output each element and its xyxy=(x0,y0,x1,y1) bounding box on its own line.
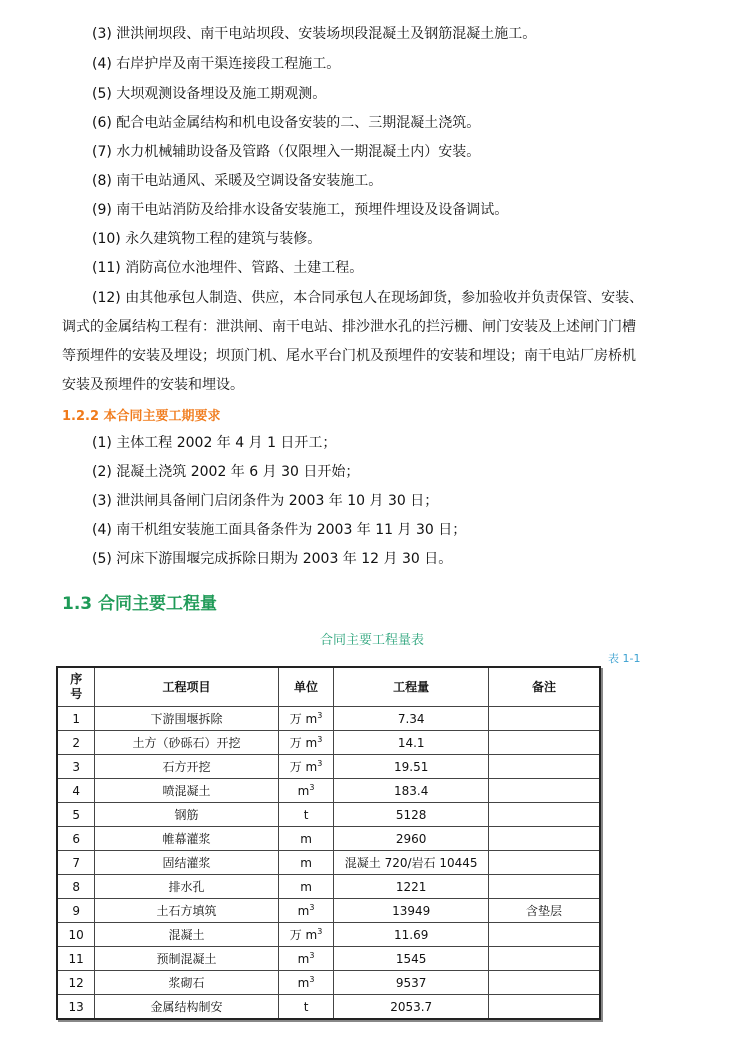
cell-item: 固结灌浆 xyxy=(95,851,278,875)
table-row xyxy=(57,995,600,1020)
table-row xyxy=(57,947,600,971)
cell-unit xyxy=(278,707,334,731)
list-item: (6) 配合电站金属结构和机电设备安装的二、三期混凝土浇筑。 xyxy=(92,115,481,131)
cell-qty: 11.69 xyxy=(334,923,488,947)
cell-unit xyxy=(278,851,334,875)
unit-text: 万 m xyxy=(289,760,318,774)
table-row xyxy=(57,803,600,827)
cell-note xyxy=(488,875,600,899)
table-row xyxy=(57,779,600,803)
schedule-item: (3) 泄洪闸具备闸门启闭条件为 2003 年 10 月 30 日； xyxy=(92,493,439,509)
col-header-no-line2: 号 xyxy=(70,687,83,701)
list-item: (4) 右岸护岸及南干渠连接段工程施工。 xyxy=(92,56,341,72)
table-row xyxy=(57,707,600,731)
col-header-unit: 单位 xyxy=(278,667,334,707)
schedule-item: (1) 主体工程 2002 年 4 月 1 日开工； xyxy=(92,435,337,451)
cell-note xyxy=(488,971,600,995)
cell-qty: 9537 xyxy=(334,971,488,995)
list-item: (9) 南干电站消防及给排水设备安装施工，预埋件埋设及设备调试。 xyxy=(92,202,509,218)
cell-qty: 混凝土 720/岩石 10445 xyxy=(334,851,488,875)
cell-item: 浆砌石 xyxy=(95,971,278,995)
cell-note xyxy=(488,947,600,971)
unit-text: m xyxy=(297,783,310,798)
cell-no: 6 xyxy=(57,827,95,851)
table-row xyxy=(57,899,600,923)
list-item: (7) 水力机械辅助设备及管路（仅限埋入一期混凝土内）安装。 xyxy=(92,144,481,160)
unit-text: 万 m xyxy=(289,928,318,942)
table-caption: 合同主要工程量表 xyxy=(319,633,424,648)
cell-note xyxy=(488,923,600,947)
cell-item: 石方开挖 xyxy=(95,755,278,779)
unit-superscript: 3 xyxy=(309,782,315,792)
cell-no: 9 xyxy=(57,899,95,923)
cell-unit xyxy=(278,875,334,899)
section-heading-1-3: 1.3 合同主要工程量 xyxy=(62,594,218,614)
list-item: (11) 消防高位水池埋件、管路、土建工程。 xyxy=(92,260,364,276)
cell-qty: 5128 xyxy=(334,803,488,827)
unit-text: m xyxy=(300,831,312,846)
unit-text: m xyxy=(297,903,310,918)
cell-qty: 19.51 xyxy=(334,755,488,779)
quantities-table xyxy=(56,666,601,1020)
table-row xyxy=(57,731,600,755)
table-header-row xyxy=(57,667,600,707)
cell-unit xyxy=(278,803,334,827)
cell-note: 含垫层 xyxy=(488,899,600,923)
paragraph-line: (12) 由其他承包人制造、供应，本合同承包人在现场卸货，参加验收并负责保管、安装、 xyxy=(92,290,644,306)
col-header-item: 工程项目 xyxy=(95,667,278,707)
cell-qty: 183.4 xyxy=(334,779,488,803)
unit-text: m xyxy=(297,975,310,990)
unit-superscript: 3 xyxy=(317,759,323,768)
list-item: (5) 大坝观测设备埋设及施工期观测。 xyxy=(92,86,327,102)
unit-text: 万 m xyxy=(289,736,318,750)
col-header-note: 备注 xyxy=(488,667,600,707)
list-item: (10) 永久建筑物工程的建筑与装修。 xyxy=(92,231,322,247)
paragraph-line: 安装及预埋件的安装和埋设。 xyxy=(62,377,244,393)
cell-unit xyxy=(278,947,334,971)
cell-note xyxy=(488,731,600,755)
unit-superscript: 3 xyxy=(309,950,315,960)
cell-item: 混凝土 xyxy=(95,923,278,947)
cell-no: 3 xyxy=(57,755,95,779)
unit-superscript: 3 xyxy=(317,735,323,744)
list-item: (8) 南干电站通风、采暖及空调设备安装施工。 xyxy=(92,173,383,189)
table-row xyxy=(57,851,600,875)
table-row xyxy=(57,971,600,995)
cell-unit xyxy=(278,779,334,803)
cell-note xyxy=(488,707,600,731)
cell-no: 7 xyxy=(57,851,95,875)
unit-superscript: 3 xyxy=(309,902,315,912)
cell-item: 喷混凝土 xyxy=(95,779,278,803)
cell-no: 12 xyxy=(57,971,95,995)
table-row xyxy=(57,923,600,947)
cell-unit xyxy=(278,755,334,779)
cell-item: 金属结构制安 xyxy=(95,995,278,1020)
cell-no: 5 xyxy=(57,803,95,827)
cell-note xyxy=(488,755,600,779)
col-header-no-line1: 序 xyxy=(70,672,83,686)
cell-no: 2 xyxy=(57,731,95,755)
cell-no: 8 xyxy=(57,875,95,899)
unit-text: m xyxy=(297,951,310,966)
cell-no: 1 xyxy=(57,707,95,731)
unit-text: m xyxy=(300,879,312,894)
cell-qty: 13949 xyxy=(334,899,488,923)
cell-item: 土方（砂砾石）开挖 xyxy=(95,731,278,755)
cell-note xyxy=(488,851,600,875)
cell-item: 排水孔 xyxy=(95,875,278,899)
cell-note xyxy=(488,827,600,851)
paragraph-line: 等预埋件的安装及埋设；坝顶门机、尾水平台门机及预埋件的安装和埋设；南干电站厂房桥机 xyxy=(62,348,636,364)
cell-qty: 7.34 xyxy=(334,707,488,731)
col-header-qty: 工程量 xyxy=(334,667,488,707)
cell-no: 4 xyxy=(57,779,95,803)
cell-item: 土石方填筑 xyxy=(95,899,278,923)
cell-qty: 2053.7 xyxy=(334,995,488,1020)
cell-unit xyxy=(278,731,334,755)
unit-superscript: 3 xyxy=(317,927,323,936)
cell-note xyxy=(488,803,600,827)
section-heading-1-2-2: 1.2.2 本合同主要工期要求 xyxy=(62,409,221,424)
table-row xyxy=(57,755,600,779)
unit-text: m xyxy=(300,855,312,870)
schedule-item: (4) 南干机组安装施工面具备条件为 2003 年 11 月 30 日； xyxy=(92,522,467,538)
cell-no: 10 xyxy=(57,923,95,947)
list-item: (3) 泄洪闸坝段、南干电站坝段、安装场坝段混凝土及钢筋混凝土施工。 xyxy=(92,26,537,42)
cell-qty: 1545 xyxy=(334,947,488,971)
cell-item: 钢筋 xyxy=(95,803,278,827)
unit-superscript: 3 xyxy=(317,711,323,720)
paragraph-line: 调式的金属结构工程有：泄洪闸、南干电站、排沙泄水孔的拦污栅、闸门安装及上述闸门门槽 xyxy=(62,319,636,335)
unit-text: t xyxy=(303,807,309,822)
unit-text: 万 m xyxy=(289,712,318,726)
cell-unit xyxy=(278,827,334,851)
cell-unit xyxy=(278,923,334,947)
cell-unit xyxy=(278,995,334,1020)
cell-note xyxy=(488,779,600,803)
schedule-item: (2) 混凝土浇筑 2002 年 6 月 30 日开始； xyxy=(92,464,360,480)
cell-note xyxy=(488,995,600,1020)
table-row xyxy=(57,827,600,851)
cell-unit xyxy=(278,971,334,995)
cell-no: 13 xyxy=(57,995,95,1020)
cell-item: 帷幕灌浆 xyxy=(95,827,278,851)
unit-superscript: 3 xyxy=(309,974,315,984)
schedule-item: (5) 河床下游围堰完成拆除日期为 2003 年 12 月 30 日。 xyxy=(92,551,453,567)
col-header-no xyxy=(57,667,95,707)
table-number: 表 1-1 xyxy=(608,652,641,665)
unit-text: t xyxy=(303,999,309,1014)
cell-item: 预制混凝土 xyxy=(95,947,278,971)
cell-no: 11 xyxy=(57,947,95,971)
cell-qty: 2960 xyxy=(334,827,488,851)
cell-qty: 14.1 xyxy=(334,731,488,755)
table-row xyxy=(57,875,600,899)
cell-item: 下游围堰拆除 xyxy=(95,707,278,731)
cell-unit xyxy=(278,899,334,923)
cell-qty: 1221 xyxy=(334,875,488,899)
